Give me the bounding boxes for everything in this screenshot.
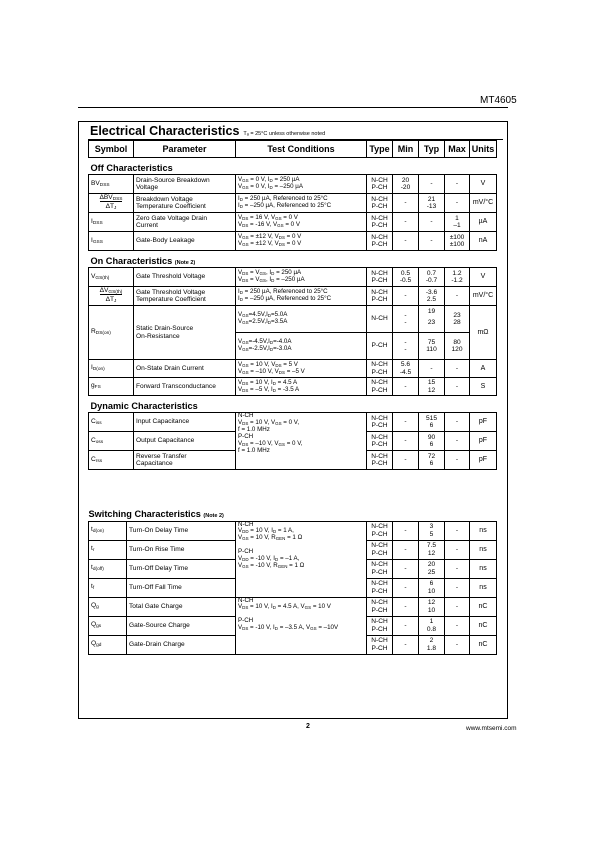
symbol-cell: $Q_{gs}$ (89, 616, 127, 635)
symbol-cell: $I_{GSS}$ (89, 232, 134, 251)
col-header: Type (367, 141, 393, 158)
typ-cell: 3 5 (419, 521, 445, 540)
unit-cell: V (470, 175, 497, 194)
min-cell: - (393, 413, 419, 432)
unit-cell: S (470, 378, 497, 396)
type-cell: N-CH P-CH (367, 360, 393, 378)
max-cell: - (445, 451, 470, 470)
max-cell: ±100 ±100 (445, 232, 470, 251)
max-cell: 1 –1 (445, 213, 470, 232)
unit-cell: pF (470, 451, 497, 470)
parameter-cell: Reverse Transfer Capacitance (134, 451, 236, 470)
parameter-cell: Input Capacitance (134, 413, 236, 432)
table-row (89, 521, 497, 540)
min-cell: - (393, 616, 419, 635)
unit-cell: V (470, 268, 497, 287)
max-cell: - (445, 616, 470, 635)
conditions-cell: $V_{GS}=4.5V,I_D=5.0A$ $V_{GS}=2.5V,I_D=3.5A$ (236, 306, 367, 333)
conditions-cell: N-CH $V_{DS} = 10$ V, $I_D = 4.5$ A, $V_{GS} = 10$ V P-CH $V_{DS} = -10$ V, $I_D = -3.5$ A, $V_{GS} = -10V$ (236, 597, 367, 654)
min-cell: - (393, 635, 419, 654)
symbol-cell: $t_r$ (89, 540, 127, 559)
unit-cell: nC (470, 597, 497, 616)
type-cell: N-CH P-CH (367, 268, 393, 287)
conditions-cell: $V_{DS} = 16$ V, $V_{GS} = 0$ V $V_{DS} = -16$ V, $V_{GS} = 0$ V (236, 213, 367, 232)
switching-table (88, 504, 497, 655)
part-number: MT4605 (480, 95, 517, 106)
symbol-cell: $Q_{gd}$ (89, 635, 127, 654)
type-cell: N-CH P-CH (367, 616, 393, 635)
switching-body (89, 504, 497, 654)
type-cell: N-CH P-CH (367, 597, 393, 616)
col-header: Typ (419, 141, 445, 158)
max-cell: 1.2 -1.2 (445, 268, 470, 287)
table-row (89, 175, 497, 194)
typ-cell: 75 110 (419, 333, 445, 360)
max-cell: - (445, 287, 470, 306)
parameter-cell: Turn-On Rise Time (127, 540, 236, 559)
max-cell: - (445, 175, 470, 194)
typ-cell: 6 10 (419, 578, 445, 597)
parameter-cell: Turn-Off Delay Time (127, 559, 236, 578)
parameter-cell: Gate-Drain Charge (127, 635, 236, 654)
typ-cell: 12 10 (419, 597, 445, 616)
unit-cell: A (470, 360, 497, 378)
max-cell: - (445, 578, 470, 597)
table-row (89, 360, 497, 378)
max-cell: - (445, 432, 470, 451)
page-number: 2 (306, 723, 310, 730)
unit-cell: ns (470, 521, 497, 540)
table-row (89, 306, 497, 333)
symbol-cell: $Q_g$ (89, 597, 127, 616)
type-cell: N-CH P-CH (367, 559, 393, 578)
symbol-cell: $R_{DS(on)}$ (89, 306, 134, 360)
unit-cell: pF (470, 413, 497, 432)
unit-cell: pF (470, 432, 497, 451)
symbol-cell: $I_{D(on)}$ (89, 360, 134, 378)
symbol-cell: $C_{oss}$ (89, 432, 134, 451)
typ-cell: - (419, 213, 445, 232)
max-cell: - (445, 413, 470, 432)
typ-cell: 19 23 (419, 306, 445, 333)
min-cell: - - (393, 306, 419, 333)
type-cell: N-CH P-CH (367, 287, 393, 306)
parameter-cell: Total Gate Charge (127, 597, 236, 616)
conditions-cell: $I_D = 250$ µA, Referenced to 25°C $I_D = -250$ µA, Referenced to 25°C (236, 194, 367, 213)
type-cell: N-CH P-CH (367, 194, 393, 213)
parameter-cell: Zero Gate Voltage Drain Current (134, 213, 236, 232)
min-cell: - - (393, 333, 419, 360)
unit-cell: µA (470, 213, 497, 232)
col-header: Min (393, 141, 419, 158)
unit-cell: nC (470, 616, 497, 635)
min-cell: - (393, 559, 419, 578)
section-switching: Switching Characteristics (Note 2) (88, 509, 224, 520)
table-row (89, 378, 497, 396)
unit-cell: nC (470, 635, 497, 654)
symbol-cell: $C_{rss}$ (89, 451, 134, 470)
col-header: Parameter (134, 141, 236, 158)
typ-cell: 72 6 (419, 451, 445, 470)
col-header: Units (470, 141, 497, 158)
typ-cell: 90 6 (419, 432, 445, 451)
typ-cell: 1 0.8 (419, 616, 445, 635)
type-cell: N-CH (367, 306, 393, 333)
table-row (89, 597, 497, 616)
type-cell: N-CH P-CH (367, 578, 393, 597)
max-cell: 80 120 (445, 333, 470, 360)
type-cell: N-CH P-CH (367, 232, 393, 251)
type-cell: N-CH P-CH (367, 378, 393, 396)
max-cell: - (445, 194, 470, 213)
conditions-cell: $V_{GS} = 10$ V, $V_{DS} = 5$ V $V_{GS} = -10$ V, $V_{DS} = -5$ V (236, 360, 367, 378)
parameter-cell: Breakdown Voltage Temperature Coefficient (134, 194, 236, 213)
max-cell: - (445, 635, 470, 654)
parameter-cell: Gate-Source Charge (127, 616, 236, 635)
parameter-cell: Forward Transconductance (134, 378, 236, 396)
max-cell: - (445, 597, 470, 616)
max-cell: 23 28 (445, 306, 470, 333)
conditions-cell: N-CH $V_{DS} = 10$ V, $V_{GS} = 0$ V, f = 1.0 MHz P-CH $V_{DS} = -10$ V, $V_{GS} = 0$ V, f = 1.0 MHz (236, 413, 367, 470)
table-row (89, 413, 497, 432)
max-cell: - (445, 521, 470, 540)
section-dynamic: Dynamic Characteristics (90, 400, 198, 411)
type-cell: P-CH (367, 333, 393, 360)
table-row (89, 213, 497, 232)
typ-cell: - (419, 360, 445, 378)
col-header: Max (445, 141, 470, 158)
conditions-cell: N-CH $V_{DD} = 10$ V, $I_D = 1$ A, $V_{GS} = 10$ V, $R_{GEN} = 1$ Ω P-CH $V_{DD} = -10$ V, $I_D = -1$ A, $V_{GS} = -10$ V, $R_{GEN} = 1$ Ω (236, 521, 367, 597)
section-off: Off Characteristics (90, 162, 173, 173)
characteristics-table (88, 140, 497, 470)
header-rule (78, 107, 508, 108)
unit-cell: mV/°C (470, 287, 497, 306)
table-row (89, 287, 497, 306)
symbol-cell: $t_f$ (89, 578, 127, 597)
table-row (89, 268, 497, 287)
symbol-cell: $\Delta BV_{DSS}$ $\Delta T_J$ (89, 194, 134, 213)
typ-cell: 2 1.8 (419, 635, 445, 654)
min-cell: - (393, 378, 419, 396)
type-cell: N-CH P-CH (367, 521, 393, 540)
unit-cell: ns (470, 578, 497, 597)
typ-cell: 15 12 (419, 378, 445, 396)
type-cell: N-CH P-CH (367, 451, 393, 470)
col-header: Symbol (89, 141, 134, 158)
min-cell: - (393, 451, 419, 470)
min-cell: 20 -20 (393, 175, 419, 194)
typ-cell: - (419, 232, 445, 251)
parameter-cell: Turn-On Delay Time (127, 521, 236, 540)
table-row (89, 232, 497, 251)
table-row (89, 194, 497, 213)
min-cell: - (393, 194, 419, 213)
parameter-cell: Static Drain-Source On-Resistance (134, 306, 236, 360)
min-cell: - (393, 232, 419, 251)
conditions-cell: $V_{DS} = 10$ V, $I_D = 4.5$ A $V_{DS} = -5$ V, $I_D = -3.5$ A (236, 378, 367, 396)
min-cell: - (393, 287, 419, 306)
type-cell: N-CH P-CH (367, 635, 393, 654)
conditions-cell: $V_{GS}=-4.5V,I_D=-4.0A$ $V_{GS}=-2.5V,I_D=-3.0A$ (236, 333, 367, 360)
symbol-cell: $I_{DSS}$ (89, 213, 134, 232)
type-cell: N-CH P-CH (367, 540, 393, 559)
typ-cell: 515 6 (419, 413, 445, 432)
typ-cell: - (419, 175, 445, 194)
parameter-cell: Gate-Body Leakage (134, 232, 236, 251)
parameter-cell: Turn-Off Fall Time (127, 578, 236, 597)
min-cell: - (393, 578, 419, 597)
symbol-cell: $t_{d(off)}$ (89, 559, 127, 578)
parameter-cell: Gate Threshold Voltage (134, 268, 236, 287)
conditions-cell: $I_D = 250$ µA, Referenced to 25°C $I_D = -250$ µA, Referenced to 25°C (236, 287, 367, 306)
page-title (90, 124, 325, 138)
min-cell: - (393, 540, 419, 559)
conditions-cell: $V_{GS} = \pm 12$ V, $V_{DS} = 0$ V $V_{GS} = \pm 12$ V, $V_{DS} = 0$ V (236, 232, 367, 251)
parameter-cell: Output Capacitance (134, 432, 236, 451)
type-cell: N-CH P-CH (367, 175, 393, 194)
type-cell: N-CH P-CH (367, 432, 393, 451)
conditions-cell: $V_{GS} = 0$ V, $I_D = 250$ µA $V_{GS} = 0$ V, $I_D = -250$ µA (236, 175, 367, 194)
symbol-cell: $\Delta V_{GS(th)}$ $\Delta T_J$ (89, 287, 134, 306)
max-cell: - (445, 378, 470, 396)
unit-cell: ns (470, 540, 497, 559)
unit-cell: nA (470, 232, 497, 251)
min-cell: - (393, 521, 419, 540)
table-body (89, 158, 497, 470)
parameter-cell: Drain-Source Breakdown Voltage (134, 175, 236, 194)
min-cell: 0.5 -0.5 (393, 268, 419, 287)
max-cell: - (445, 360, 470, 378)
type-cell: N-CH P-CH (367, 213, 393, 232)
typ-cell: 21 -13 (419, 194, 445, 213)
symbol-cell: $C_{iss}$ (89, 413, 134, 432)
header-row (89, 141, 497, 158)
title-text: Electrical Characteristics (90, 124, 240, 138)
unit-cell: mV/°C (470, 194, 497, 213)
symbol-cell: $BV_{DSS}$ (89, 175, 134, 194)
symbol-cell: $t_{d(on)}$ (89, 521, 127, 540)
parameter-cell: Gate Threshold Voltage Temperature Coefficient (134, 287, 236, 306)
typ-cell: 0.7 -0.7 (419, 268, 445, 287)
min-cell: - (393, 432, 419, 451)
col-header: Test Conditions (236, 141, 367, 158)
conditions-cell: $V_{DS} = V_{GS}$, $I_D = 250$ µA $V_{DS} = V_{GS}$, $I_D = -250$ µA (236, 268, 367, 287)
min-cell: 5.6 -4.5 (393, 360, 419, 378)
section-on: On Characteristics (Note 2) (90, 255, 196, 266)
parameter-cell: On-State Drain Current (134, 360, 236, 378)
unit-cell: mΩ (470, 306, 497, 360)
unit-cell: ns (470, 559, 497, 578)
typ-cell: -3.6 2.5 (419, 287, 445, 306)
type-cell: N-CH P-CH (367, 413, 393, 432)
title-note: Tₐ = 25°C unless otherwise noted (243, 131, 326, 137)
footer-url: www.mtsemi.com (466, 725, 517, 732)
max-cell: - (445, 540, 470, 559)
min-cell: - (393, 597, 419, 616)
max-cell: - (445, 559, 470, 578)
symbol-cell: $V_{GS(th)}$ (89, 268, 134, 287)
symbol-cell: $g_{FS}$ (89, 378, 134, 396)
typ-cell: 20 25 (419, 559, 445, 578)
min-cell: - (393, 213, 419, 232)
typ-cell: 7.5 12 (419, 540, 445, 559)
